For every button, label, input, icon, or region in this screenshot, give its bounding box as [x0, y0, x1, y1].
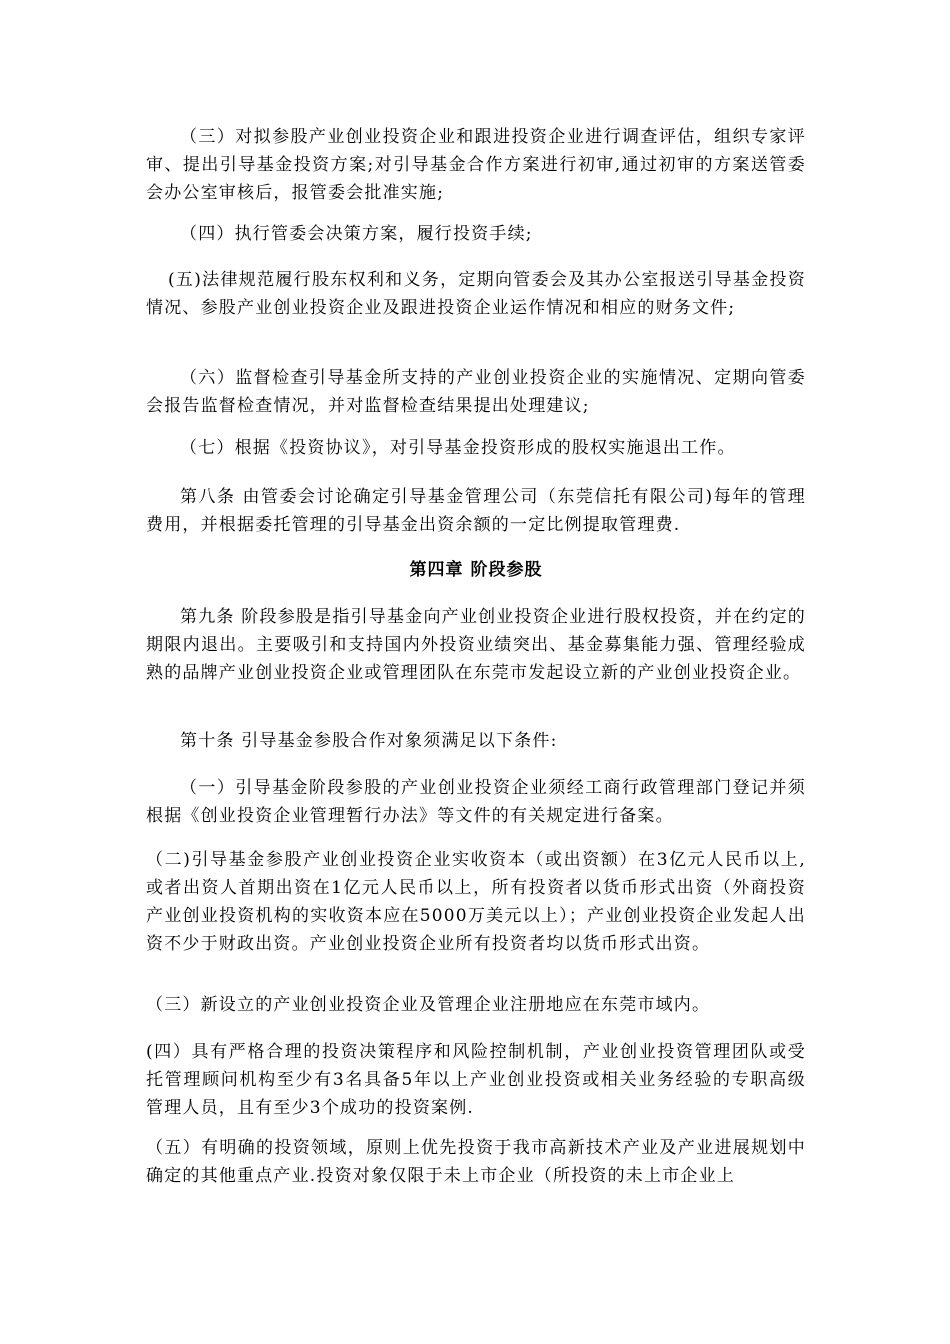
condition-5: （五）有明确的投资领域，原则上优先投资于我市高新技术产业及产业进展规划中确定的其他重点产业.投资对象仅限于未上市企业（所投资的未上市企业上	[146, 1138, 806, 1186]
article-9: 第九条 阶段参股是指引导基金向产业创业投资企业进行股权投资，并在约定的期限内退出。主要吸引和支持国内外投资业绩突出、基金募集能力强、管理经验成熟的品牌产业创业投资企业或管理团队在东莞市发起设立新的产业创业投资企业。	[146, 607, 806, 683]
condition-1: （一）引导基金阶段参股的产业创业投资企业须经工商行政管理部门登记并须根据《创业投资企业管理暂行办法》等文件的有关规定进行备案。	[146, 778, 806, 826]
article-8: 第八条 由管委会讨论确定引导基金管理公司（东莞信托有限公司)每年的管理费用，并根据委托管理的引导基金出资余额的一定比例提取管理费.	[146, 487, 806, 535]
chapter-heading: 第四章 阶段参股	[409, 560, 543, 580]
condition-3: （三）新设立的产业创业投资企业及管理企业注册地应在东莞市域内。	[146, 995, 711, 1015]
paragraph-item-6: （六）监督检查引导基金所支持的产业创业投资企业的实施情况、定期向管委会报告监督检查情况，并对监督检查结果提出处理建议;	[146, 368, 806, 416]
paragraph-item-5: (五)法律规范履行股东权利和义务，定期向管委会及其办公室报送引导基金投资情况、参股产业创业投资企业及跟进投资企业运作情况和相应的财务文件;	[146, 270, 806, 318]
paragraph-item-7: （七）根据《投资协议》，对引导基金投资形成的股权实施退出工作。	[180, 438, 736, 458]
paragraph-item-3: （三）对拟参股产业创业投资企业和跟进投资企业进行调查评估，组织专家评审、提出引导基金投资方案;对引导基金合作方案进行初审,通过初审的方案送管委会办公室审核后，报管委会批准实施;	[146, 127, 806, 203]
article-10: 第十条 引导基金参股合作对象须满足以下条件:	[180, 731, 558, 751]
condition-2: （二)引导基金参股产业创业投资企业实收资本（或出资额）在3亿元人民币以上,或者出资人首期出资在1亿元人民币以上，所有投资者以货币形式出资（外商投资产业创业投资机构的实收资本应在5000万美元以上）；产业创业投资企业发起人出资不少于财政出资。产业创业投资企业所有投资者均以货币形式出资。	[146, 850, 806, 954]
paragraph-item-4: （四）执行管委会决策方案，履行投资手续;	[180, 224, 533, 244]
condition-4: (四）具有严格合理的投资决策程序和风险控制机制，产业创业投资管理团队或受托管理顾问机构至少有3名具备5年以上产业创业投资或相关业务经验的专职高级管理人员，且有至少3个成功的投资案例.	[146, 1042, 806, 1118]
